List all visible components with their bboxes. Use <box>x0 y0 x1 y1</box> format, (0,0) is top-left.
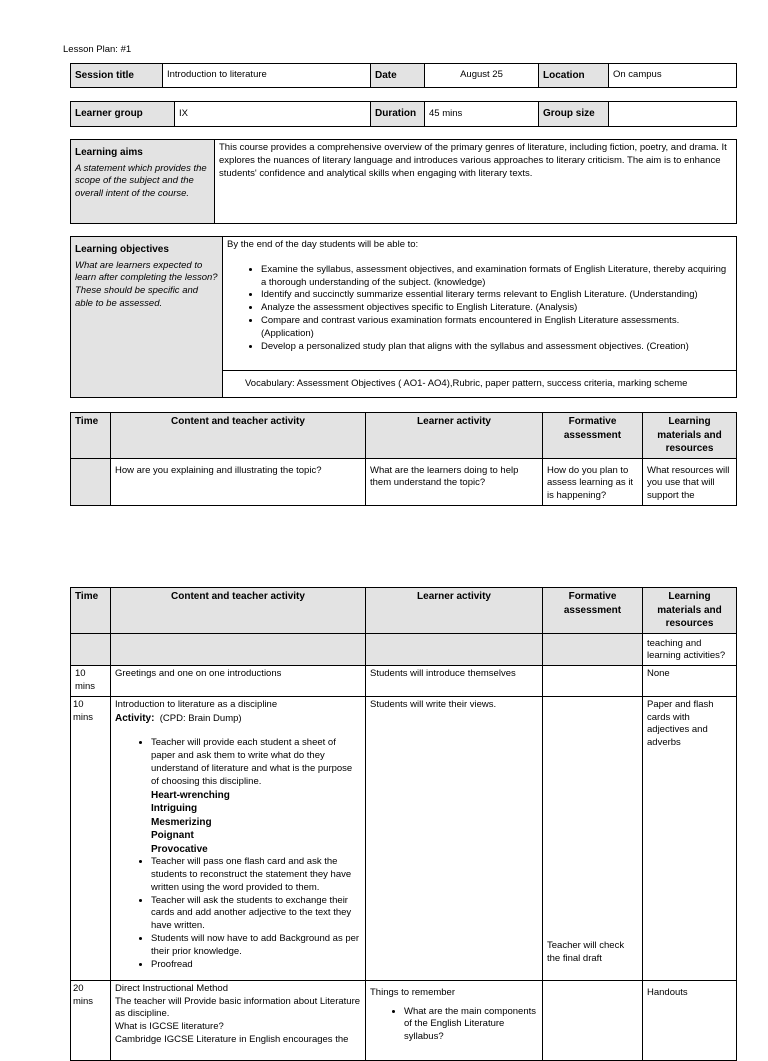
adjective-word: Intriguing <box>151 803 198 815</box>
table-row <box>71 980 737 1060</box>
col-learner-header: Learner activity <box>366 588 543 634</box>
learning-aims-text: This course provides a comprehensive overview of the primary genres of literature, including fiction, poetry, and drama. It explores the nuances of literary language and introduces various approaches to literary criticism. The aim is to enhance students' confidence and analytical skills when engaging with literary texts. <box>215 140 737 224</box>
learning-aims-table <box>70 139 737 224</box>
learning-objectives-label: Learning objectives <box>75 244 169 255</box>
col-time-header: Time <box>71 588 111 634</box>
objectives-intro: By the end of the day students will be able to: <box>227 239 419 250</box>
row3-line1: Direct Instructional Method <box>115 982 228 994</box>
row1-materials: None <box>643 666 737 697</box>
row3-line3: What is IGCSE literature? <box>115 1021 224 1033</box>
adjective-word: Heart-wrenching <box>151 789 230 801</box>
objectives-vocabulary: Vocabulary: Assessment Objectives ( AO1- AO4),Rubric, paper pattern, success criteria, marking scheme <box>223 371 737 398</box>
list-item: • Students will now have to add Background as per their prior knowledge. <box>151 933 361 959</box>
learning-aims-label: Learning aims <box>75 147 143 158</box>
col-materials-header: Learning materials and resources <box>643 413 737 459</box>
adjective-word: Mesmerizing <box>151 816 212 828</box>
guide-materials-part1: What resources will you use that will support the <box>643 458 737 505</box>
location-value: On campus <box>609 64 737 88</box>
location-label: Location <box>539 64 609 88</box>
list-item: • Proofread <box>151 959 361 972</box>
row3-line4: Cambridge IGCSE Literature in English encourages the <box>115 1034 349 1045</box>
row2-time: 10 mins <box>71 696 111 980</box>
objective-item: • Identify and succinctly summarize essential literary terms relevant to English Literature. (Understanding) <box>261 289 732 302</box>
row2-activity-value: (CPD: Brain Dump) <box>159 712 242 724</box>
guide-learner: What are the learners doing to help them understand the topic? <box>366 458 543 505</box>
row2-activity-label: Activity: <box>115 712 155 724</box>
duration-value: 45 mins <box>425 102 539 127</box>
plan-table-page2 <box>70 587 737 1061</box>
objective-item: • Examine the syllabus, assessment objectives, and examination formats of English Literature, thereby acquiring a thorough understanding of the subject. (knowledge) <box>261 264 732 290</box>
lesson-plan-number: Lesson Plan: #1 <box>63 44 132 55</box>
col-content-header: Content and teacher activity <box>111 588 366 634</box>
table-row <box>71 666 737 697</box>
learning-aims-hint: A statement which provides the scope of the subject and the overall intent of the course. <box>75 162 207 200</box>
learner-group-label: Learner group <box>71 102 175 127</box>
session-title-value: Introduction to literature <box>163 64 371 88</box>
row2-formative: Teacher will check the final draft <box>543 696 643 980</box>
learning-objectives-hint: What are learners expected to learn after completing the lesson? These should be specific and able to be assessed. <box>75 259 218 309</box>
list-item: • Teacher will ask the students to exchange their cards and add another adjective to the text they have written. <box>151 895 361 933</box>
list-item: • Teacher will pass one flash card and ask the students to reconstruct the statement they have written using the word provided to them. <box>151 856 361 894</box>
guide-materials-part2: teaching and learning activities? <box>643 633 737 666</box>
objective-item: • Compare and contrast various examination formats encountered in English Literature assessments. (Application) <box>261 315 732 341</box>
row1-time: 10 mins <box>71 666 111 697</box>
row3-time: 20 mins <box>71 980 111 1060</box>
guide-formative: How do you plan to assess learning as it is happening? <box>543 458 643 505</box>
group-size-value <box>609 102 737 127</box>
row2-materials: Paper and flash cards with adjectives and adverbs <box>643 696 737 980</box>
duration-label: Duration <box>371 102 425 127</box>
row3-materials: Handouts <box>643 980 737 1060</box>
col-learner-header: Learner activity <box>366 413 543 459</box>
guide-content: How are you explaining and illustrating the topic? <box>111 458 366 505</box>
row2-content-title: Introduction to literature as a discipline <box>115 698 278 710</box>
session-table <box>70 63 737 88</box>
row2-activity-list <box>115 737 361 971</box>
table-row <box>71 696 737 980</box>
row3-line2: The teacher will Provide basic information about Literature as discipline. <box>115 995 361 1020</box>
plan-table-page1 <box>70 412 737 506</box>
date-value: August 25 <box>425 64 539 88</box>
list-item: • Teacher will provide each student a sheet of paper and ask them to write what do they understand of literature and what is the purpose of choosing this discipline. Heart-wrenching Intriguing Mesmerizing Poignant Provocative <box>151 737 361 856</box>
col-time-header: Time <box>71 413 111 459</box>
col-content-header: Content and teacher activity <box>111 413 366 459</box>
objective-item: • Develop a personalized study plan that aligns with the syllabus and assessment objectives. (Creation) <box>261 341 732 354</box>
learning-objectives-table <box>70 236 737 398</box>
objectives-list <box>227 264 732 354</box>
list-item: • What are the main components of the English Literature syllabus? <box>404 1006 538 1044</box>
adjective-word: Poignant <box>151 830 194 842</box>
row3-learner-title: Things to remember <box>370 986 456 998</box>
learner-table <box>70 101 737 127</box>
row2-learner: Students will write their views. <box>366 696 543 980</box>
col-materials-header: Learning materials and resources <box>643 588 737 634</box>
col-formative-header: Formative assessment <box>543 588 643 634</box>
col-formative-header: Formative assessment <box>543 413 643 459</box>
group-size-label: Group size <box>539 102 609 127</box>
row1-learner: Students will introduce themselves <box>366 666 543 697</box>
objective-item: • Analyze the assessment objectives specific to English Literature. (Analysis) <box>261 302 732 315</box>
date-label: Date <box>371 64 425 88</box>
session-title-label: Session title <box>71 64 163 88</box>
row1-content: Greetings and one on one introductions <box>111 666 366 697</box>
guide-time-cell <box>71 458 111 505</box>
adjective-word: Provocative <box>151 843 208 855</box>
learner-group-value: IX <box>175 102 371 127</box>
